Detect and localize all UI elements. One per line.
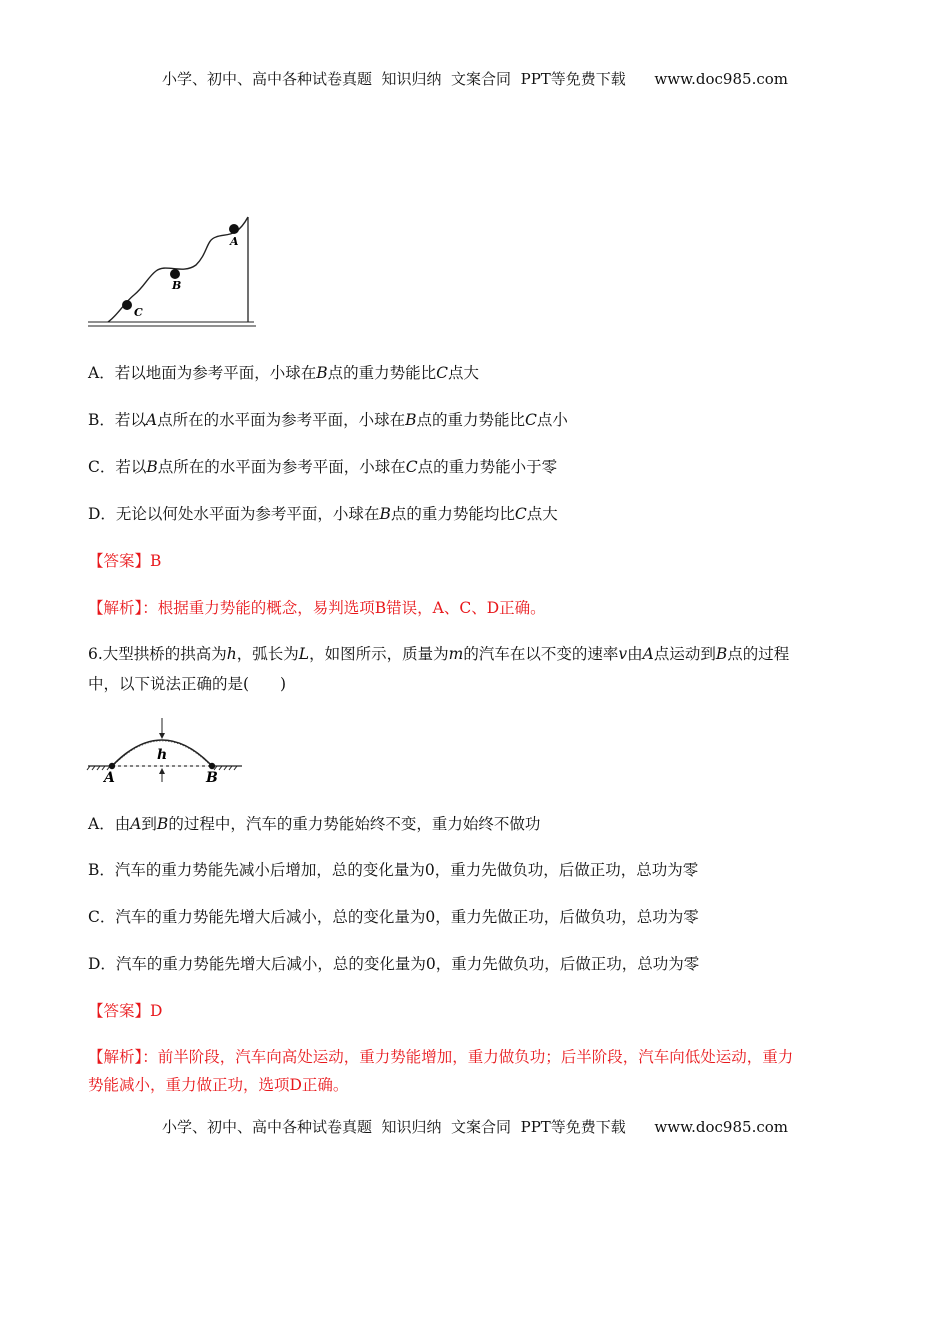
q6-option-c: C．汽车的重力势能先增大后减小，总的变化量为0，重力先做正功，后做负功，总功为零 [88, 908, 699, 926]
arch-bridge-figure [86, 718, 246, 790]
q6-option-b: B．汽车的重力势能先减小后增加，总的变化量为0，重力先做负功，后做正功，总功为零 [88, 861, 699, 879]
q6-stem-line2: 中，以下说法正确的是( ) [88, 675, 287, 693]
q6-option-d: D．汽车的重力势能先增大后减小，总的变化量为0，重力先做负功，后做正功，总功为零 [88, 955, 700, 973]
ball-a [229, 224, 239, 234]
q5-analysis: 【解析】：根据重力势能的概念，易判选项B错误，A、C、D正确。 [88, 599, 546, 617]
q6-stem-line1: 6.大型拱桥的拱高为h，弧长为L，如图所示，质量为m的汽车在以不变的速率v由A点运动到B点的过程 [88, 645, 790, 663]
q6-analysis-line2: 势能减小，重力做正功，选项D正确。 [88, 1076, 349, 1094]
q6-answer: 【答案】D [88, 1002, 163, 1020]
label-a: A [230, 235, 239, 248]
page-footer: 小学、初中、高中各种试卷真题 知识归纳 文案合同 PPT等免费下载 www.doc985.com [161, 1118, 788, 1136]
point-a [109, 763, 115, 769]
label-b: B [206, 770, 218, 786]
page-header: 小学、初中、高中各种试卷真题 知识归纳 文案合同 PPT等免费下载 www.doc985.com [161, 70, 788, 88]
q6-analysis-line1: 【解析】：前半阶段，汽车向高处运动，重力势能增加，重力做负功；后半阶段，汽车向低处运动，重力 [88, 1048, 794, 1066]
q5-option-d: D．无论以何处水平面为参考平面，小球在B点的重力势能均比C点大 [88, 505, 558, 523]
slope-figure [86, 195, 261, 330]
q6-option-a: A．由A到B的过程中，汽车的重力势能始终不变，重力始终不做功 [88, 815, 541, 833]
ball-c [122, 300, 132, 310]
q5-option-a: A．若以地面为参考平面，小球在B点的重力势能比C点大 [88, 364, 479, 382]
label-h: h [157, 747, 168, 763]
ball-b [170, 269, 180, 279]
label-c: C [134, 306, 143, 319]
q5-option-b: B．若以A点所在的水平面为参考平面，小球在B点的重力势能比C点小 [88, 411, 568, 429]
label-a: A [104, 770, 115, 786]
label-b: B [172, 279, 182, 292]
point-b [209, 763, 215, 769]
ground-hatch [88, 322, 256, 326]
q5-option-c: C．若以B点所在的水平面为参考平面，小球在C点的重力势能小于零 [88, 458, 558, 476]
q5-answer: 【答案】B [88, 552, 162, 570]
